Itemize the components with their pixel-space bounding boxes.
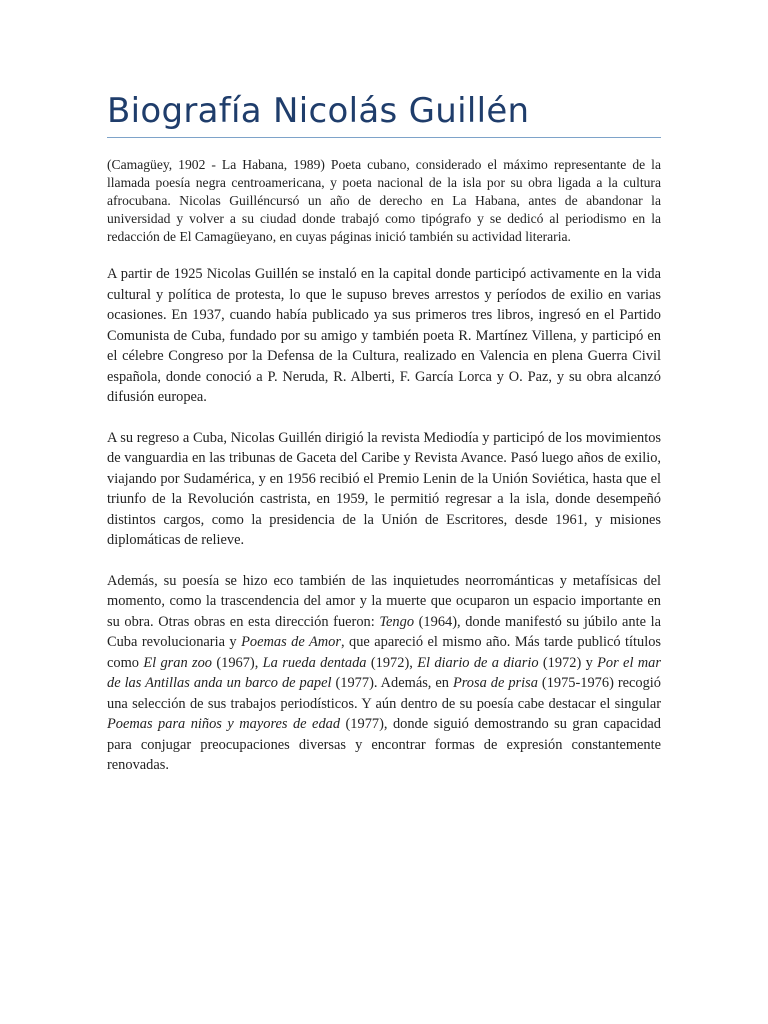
work-title: Prosa de prisa [452,675,538,691]
work-title: Tengo [379,613,415,630]
document-body [107,156,661,776]
work-title: Poemas para niños y mayores de edad [107,716,341,732]
paragraph-text: (1975-1976) recogió una selección de sus trabajos periodísticos. Y aún dentro de su poesía cabe destacar el singular [107,675,661,712]
paragraph-text: (1972) y [538,654,598,671]
paragraph-text: (1972), [366,654,418,671]
paragraph-text: A partir de 1925 Nicolas Guillén se instaló en la capital donde participó activamente en la vida cultural y política de protesta, lo que le supuso breves arrestos y períodos de exilio en varias ocasiones. En 1937, cuando había publicado ya sus primeros tres libros, ingresó en el Partido Comunista de Cuba, fundado por su amigo y también poeta R. Martínez Villena, y participó en el célebre Congreso por la Defensa de la Cultura, realizado en Valencia en plena Guerra Civil española, donde conoció a P. Neruda, R. Alberti, F. García Lorca y O. Paz, y su obra alcanzó difusión europea. [107,266,661,405]
work-title: Por el mar de las Antillas anda un barco de papel [107,654,661,691]
paragraph-4 [107,571,661,776]
paragraph-2 [107,264,661,408]
work-title: El gran zoo [143,654,212,671]
paragraph-text: (1964), donde manifestó su júbilo ante la Cuba revolucionaria y [107,613,661,650]
paragraph-text: (1977), donde siguió demostrando su gran capacidad para conjugar preocupaciones diversas y encontrar formas de expresión constantemente renovadas. [107,716,661,773]
paragraph-text: A su regreso a Cuba, Nicolas Guillén dirigió la revista Mediodía y participó de los movimientos de vanguardia en las tribunas de Gaceta del Caribe y Revista Avance. Pasó luego años de exilio, viajando por Sudamérica, y en 1956 recibió el Premio Lenin de la Unión Soviética, hasta que el triunfo de la Revolución castrista, en 1959, le permitió regresar a la isla, donde desempeñó distintos cargos, como la presidencia de la Unión de Escritores, desde 1961, y misiones diplomáticas de relieve. [107,429,661,548]
paragraph-text: (1967), [212,654,263,671]
paragraph-3 [107,428,661,551]
document-title: Biografía Nicolás Guillén [107,91,530,131]
work-title: Poemas de Amor [241,634,341,650]
work-title: La rueda dentada [262,654,367,671]
work-title: El diario de a diario [417,654,539,671]
document-page [107,88,661,796]
paragraph-text: , que apareció el mismo año. Más tarde publicó títulos como [107,634,661,671]
paragraph-text: Además, su poesía se hizo eco también de las inquietudes neorrománticas y metafísicas del momento, como la trascendencia del amor y la muerte que ocuparon un espacio importante en su obra. Otras obras en esta dirección fueron: [107,572,661,630]
paragraph-text: (1977). Además, en [331,675,453,691]
title-underline-rule [107,137,661,138]
paragraph-1 [107,156,661,246]
paragraph-text: (Camagüey, 1902 - La Habana, 1989) Poeta cubano, considerado el máximo representante de la llamada poesía negra centroamericana, y poeta nacional de la isla por su obra ligada a la cultura afrocubana. Nicolas Guilléncursó un año de derecho en La Habana, antes de abandonar la universidad y volver a su ciudad donde trabajó como tipógrafo y se dedicó al periodismo en la redacción de El Camagüeyano, en cuyas páginas inició también su actividad literaria. [107,157,661,244]
